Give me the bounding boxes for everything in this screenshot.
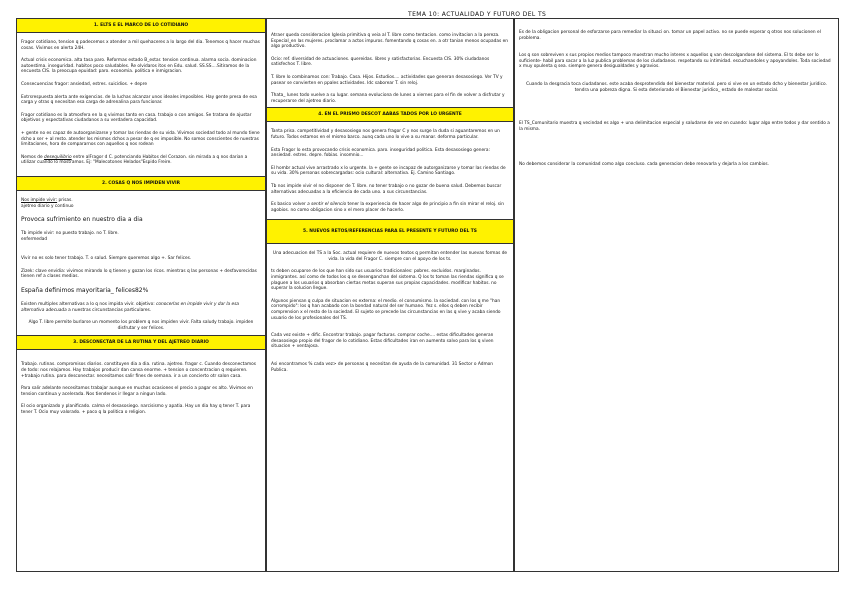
text-run: entre alFragor d C. potenciando Habitos del Corazon. sin mirada a q nos darian a utilizar cuando lo mostramos. Ej: "Malecotones Helados"Espido Freire. bbox=[21, 154, 248, 166]
paragraph bbox=[17, 198, 265, 209]
column-left bbox=[16, 18, 266, 572]
text-run: Nemos de bbox=[21, 154, 45, 160]
paragraph: Trabajo. rutinas. compromisos diarios. constituyen dia a dia. rutina. ajetreo. fragor c. Cuando desconectamos de todo: nos relajamos. Hay trabajos producir dan cansa enorme. + tension o concentracion q requieren. +trabajo rutina. para desconectar. necesitamos salir fines de semana. ir a un concierto otr salon casa. bbox=[21, 362, 257, 379]
section-header-1: 1. ELTS E EL MARCO DE LO COTIDIANO bbox=[17, 19, 265, 33]
paragraph: Los q son sobreviven x sus propios medios tampoco muestran mucho interes x aquellos q van descolgandose del sistema. El ts debe ser lo suficiente- habil para sacar a la luz publica problemas de los ciudadanos. respetando su intimidad. escuchandoles y apoyandoles. Toda sociedad x muy opulenta q sea. siempre genera desigualdades y agravios. bbox=[519, 53, 831, 70]
paragraph: Cada vez existe + dific. Encontrar trabajo. pagar facturas. comprar coche.... estas dificultades generan desasosiego propio del fragor de lo cotidiano. Estas dificultades iran en aumento salvo para los q viven situacion + ventajosa. bbox=[271, 333, 494, 350]
paragraph: El hombr actual vive arrastrado x lo urgente. la + gente se incapaz de autorganizarse y tomar las riendas de su vida. 30% personas sobrecargadas: ocio cultural: alternativa. Ej. Camino Santiago. bbox=[271, 165, 506, 177]
emphasis-text: desequilibrio bbox=[44, 154, 72, 160]
text-run: Existen multiples alternativas a lo q nos impida vivir. objetivo: bbox=[21, 302, 157, 308]
paragraph: No debemos considerar la comunidad como algo concluso. cada generacion debe renovarla y dejarla a los cambios. bbox=[519, 162, 769, 168]
paragraph: + gente no es capaz de autoorganizarse y tomar las riendas de su vida. Vivimos sociedad todo al mundo tiene dcho a ser + al resto. atender los mismos dchos a pesar de q es imposible. No somos conscientes de nuestras limitaciones, hora de compararnos con aquellos q nos rodean bbox=[21, 130, 260, 148]
section-header-5: 5. NUEVOS RETOS/REFERENCIAS PARA EL PRESENTE Y FUTURO DEL TS bbox=[267, 219, 513, 244]
underlined-text: Nos impide vivir: bbox=[21, 197, 58, 203]
paragraph: Vivir no es solo tener trabajo. T. o salud. Siempre queremos algo +. Sar felices. bbox=[21, 256, 192, 262]
paragraph: Provoca sufrimiento en nuestro dia a dia bbox=[21, 216, 143, 224]
paragraph: Ocio: ref. diversidad de actuaciones. quereidas. libres y satisfactorias. Encuesta CIS. 30% ciudadanos satisfechos T. libre. bbox=[271, 56, 490, 68]
paragraph: Thata_ lunes todo vuelve a su lugar. semana evoluciona de lunes a viernes para el fin de volver a disfrutar y recuperarse del ajetreo diario. bbox=[271, 93, 505, 104]
paragraph: Cuando la desgracia toca ciudadanos. este acaba desprotendido del bienestar material. pero si vive en un estado dcho y bienestar juridico. tendra una pobreza digna. Si esta deteriorado el Bienestar juridico_ estado de malestar social. bbox=[526, 81, 827, 93]
paragraph: T. libre lo combinamos con: Trabajo. Casa. Hijos. Estudios.... actividades que generan desasosiego. Ver TV y pasear se convierten en ppales actividades. Idc saborear T. sin reloj. bbox=[271, 74, 503, 86]
emphasis-text: a sentir el silencio bbox=[307, 202, 347, 208]
text-run: tener la experiencia de hacer algo de principio a fin sin mirar el reloj. sin agobios. no como obligacion sino x el mero placer de hacerlo. bbox=[271, 202, 504, 213]
paragraph: Es de la obligacion personal de esforzarse para remediar la situaci on. tomar un papel activo. no se puede esperar q otros nos solucionen el problema. bbox=[519, 30, 821, 41]
text-run: Es basico volver bbox=[271, 202, 308, 208]
paragraph: El ocio organizado y planificado. calma el desasosiego. narcisismo y apatia. Hay un dia hay q tener T. para tener T. Ocio muy valorado. + paco q la politica o religion. bbox=[21, 404, 251, 415]
paragraph: El TS_Comunitario muestra q vecindad es algo + una delimitacion especial y saludarse de vez en cuando: lugar algo entre todos y dar sentido a la misma. bbox=[519, 121, 830, 132]
paragraph: Algunos piensan q culpa de situacion es externa: el medio. el consumismo. la sociedad. con los q me "han corrompido": los q han acabado con la bondad natural del ser humano. Yez s. ellos q deben recibir comprension x el resto de la sociedad. El sujeto se precede las circunstancias en las q vive y acaba siendo usuario de los profesionales del TS. bbox=[271, 298, 501, 321]
paragraph: Para salir adelante necesitamos trabajar aunque en muchas ocasiones el precio a pagar es alto. Vivimos en tension continua y acelerada. Nos tiendenos ir llegar a ningun lado. bbox=[21, 386, 253, 397]
paragraph: Fragor cotidiano es la atmosfera en la q vivimos tanto en casa. trabajo o con amigos. Se tratana de ajustar objetivos y espectativas ciudadanos a su verdadera capacidad. bbox=[21, 112, 252, 124]
column-right bbox=[514, 18, 839, 572]
paragraph: Extrsrespuesta alerta ante exigencias. de la luchas alcanzar unos ideales imposibles. Hay gente presa de esa carga y otras q necesitan esa carga de adrenalina para funcionar. bbox=[21, 94, 257, 106]
paragraph: Algo T. libre permite burlarse un momento los problem q nos impiden vivir. Falta saludy trabajo. impiden disfrutar y ser felices. bbox=[28, 320, 254, 331]
paragraph: Esta Fragor lo esta provocando crisis economica. paro. inseguridad politica. Esta desasosiego genera: ansiedad. estres. depre. fobias. insomnio... bbox=[271, 147, 490, 159]
section-header-4: 4. EN EL PRISMO DESCOT AABAS TADOS POR LO URGENTE bbox=[267, 107, 513, 122]
paragraph: Atraer queda consideracion Iglesia primitiva q veia al T. libre como tentacion. como invitacion a la pereza. Especial_en las mujeres. proclamar a actos impuros. fomentando q cosas en. a otr tanian menos ocupadas en algo productivo. bbox=[271, 33, 508, 50]
page-title: TEMA 10: ACTUALIDAD Y FUTURO DEL TS bbox=[408, 11, 547, 18]
paragraph: Tb nos impide vivir el no disponer de T. libre. no tener trabajo o no gozar de buena salud. Debemos buscar alternativas adecuadas a la eficiencia de cada uno. a sus circunstancias. bbox=[271, 183, 502, 195]
paragraph bbox=[17, 155, 265, 166]
paragraph: Fragor cotidiano, tension q padecemos x atender a mil quehaceres a lo largo del dia. Tenemos q hacer muchas cosas. Vivimos en alerta 24H. bbox=[21, 40, 260, 51]
paragraph: España definimos mayoritaria_ felices82% bbox=[21, 287, 149, 295]
paragraph: ts deben ocuparse de los que han sido sus usuarios tradicionales: pobres. excluidos. marginados. inmigrantes. así como de todos los q se desenganchan del sistema. Q los ts toman las riendas significa q se plaguen a los usuarios q absorban ciertas metas superan sus propias capacidades. modificar habitos. no superar la solucion llegue. bbox=[271, 269, 504, 292]
paragraph: Zizek: clave envidia: vivimos mirando lo q tienen y gozan los ricos. mientras q las personas + desfavorecidas tienen ref a clases medias. bbox=[21, 268, 257, 280]
section-header-2: 2. COSAS Q NOS IMPIDEN VIVIR bbox=[17, 176, 265, 191]
text-run: prisas. ajetreo diario y continuo bbox=[21, 197, 74, 209]
paragraph: Tanta prisa. competitividad y desasosiego nos genera fragor C y nos surge la duda si aguantaremos en un futuro. Todos estamos en el mismo barco. aunq cada uno lo vive a su manar. deforma particular. bbox=[271, 129, 500, 140]
paragraph bbox=[267, 202, 513, 213]
paragraph: Actual crisis economica. alta tasa paro. Reformas estado B_estar. tension continua. alarma socia. dominacion autoestima. inseguridad. habitos poco saludables. Re olvidaros itos en Edu. salud. SS.SS....Sitiramos de la encuesta CIS. la preocupa epuidad: paro. economia. politica e inmigracion. bbox=[21, 58, 257, 75]
section-header-3: 3. DESCONECTAR DE LA RUTINA Y DEL AJETREO DIARIO bbox=[17, 335, 265, 350]
column-middle bbox=[266, 18, 514, 572]
paragraph bbox=[17, 302, 265, 313]
paragraph: Tb impide vivir: no puesto trabajo. no T. libre. enfermedad bbox=[21, 231, 119, 242]
paragraph: Asi encontramos % cada vez> de personas q necesitan de ayuda de la comunidad. 31 Sector o Admon Publica. bbox=[271, 362, 493, 373]
emphasis-text: conocerlas en impide vivir y dar la esa alternativa adecuada bbox=[21, 302, 240, 313]
paragraph: Consecuencias fragor: ansiedad, estres. suicidios. + depre bbox=[21, 81, 147, 87]
paragraph: Una adecuacion del TS a la Soc. actual requiere de nuevos textos q permitan entender las nuevas formas de vida. la vida del Fragor C. siempre con el apoyo de los ts. bbox=[272, 251, 508, 262]
text-run: a nuestras circunstancias particulares. bbox=[66, 307, 152, 313]
